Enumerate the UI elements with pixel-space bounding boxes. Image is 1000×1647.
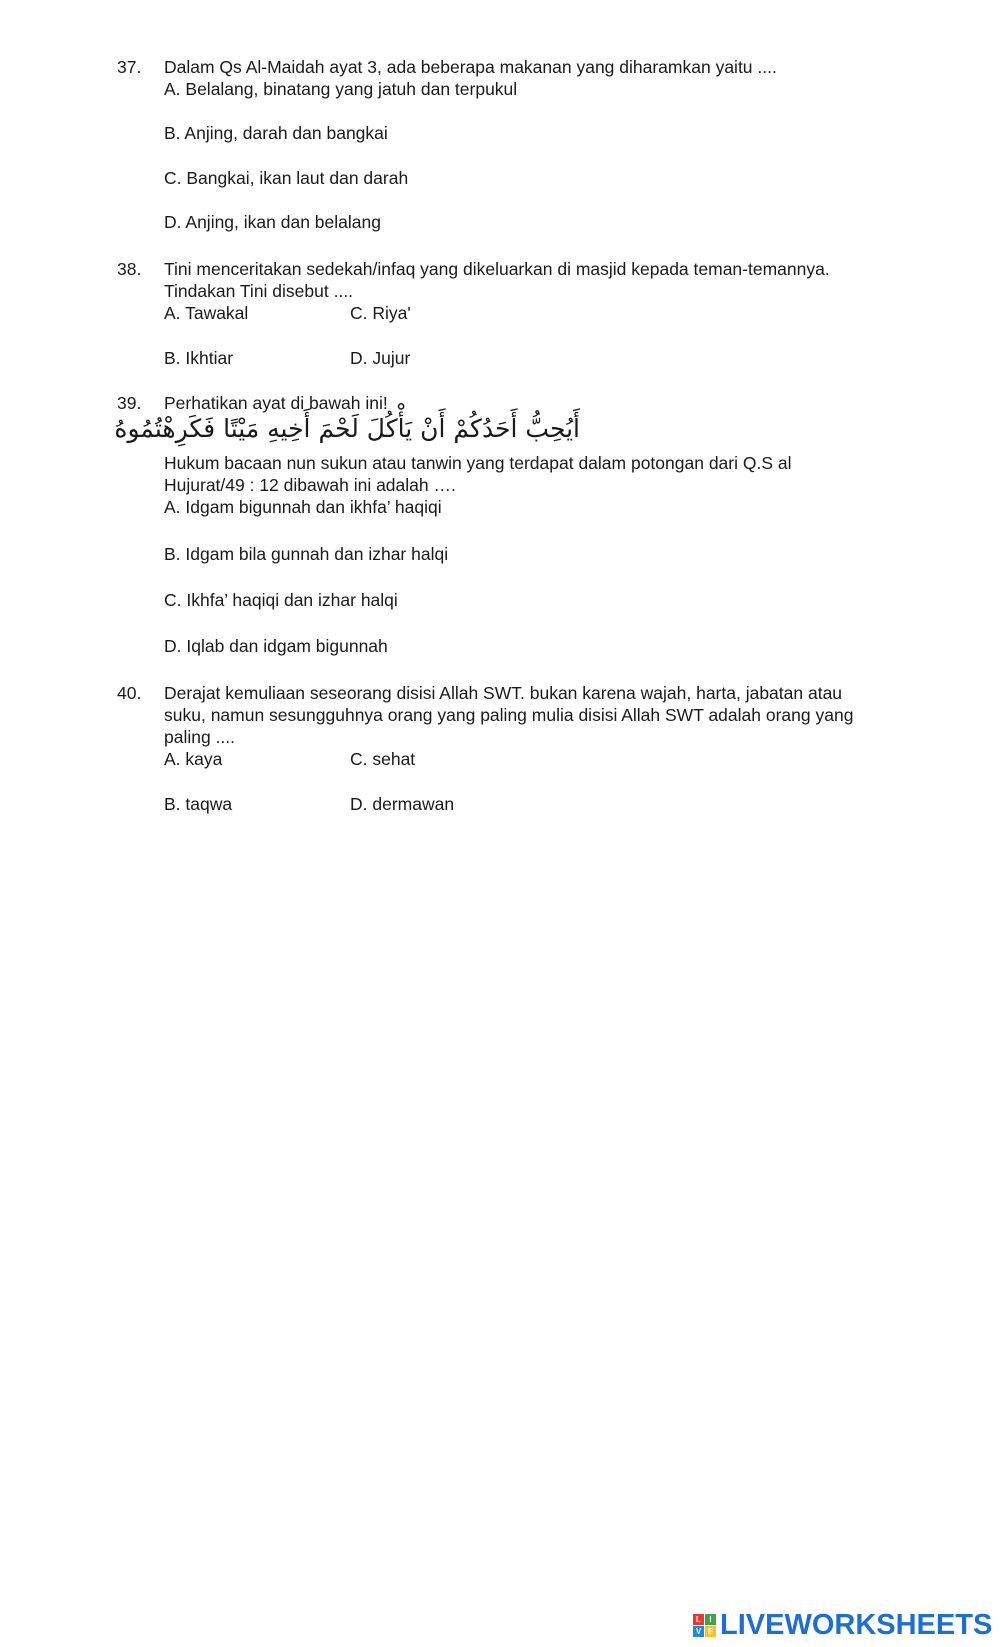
logo-icon [693,1614,716,1637]
option-b[interactable]: B. taqwa [164,794,233,814]
question-text: Tini menceritakan sedekah/infaq yang dikeluarkan di masjid kepada teman-temannya. [164,259,830,279]
logo-letter-i: I [705,1614,716,1625]
question-text: Derajat kemuliaan seseorang disisi Allah SWT. bukan karena wajah, harta, jabatan atau [164,683,843,703]
question-text: suku, namun sesungguhnya orang yang paling mulia disisi Allah SWT adalah orang yang [164,705,854,725]
option-c[interactable]: C. Bangkai, ikan laut dan darah [164,168,409,188]
option-a[interactable]: A. Belalang, binatang yang jatuh dan terpukul [164,79,518,99]
question-text: Perhatikan ayat di bawah ini! [164,393,388,413]
option-b[interactable]: B. Idgam bila gunnah dan izhar halqi [164,544,449,564]
logo-letter-v: V [693,1626,704,1637]
logo-wordmark: LIVEWORKSHEETS [720,1608,993,1641]
option-b[interactable]: B. Anjing, darah dan bangkai [164,123,388,143]
option-a[interactable]: A. Idgam bigunnah dan ikhfa’ haqiqi [164,497,442,517]
option-c[interactable]: C. Riya' [350,303,411,323]
option-c[interactable]: C. Ikhfa’ haqiqi dan izhar halqi [164,590,398,610]
question-text: paling .... [164,727,236,747]
question-text: Dalam Qs Al-Maidah ayat 3, ada beberapa makanan yang diharamkan yaitu .... [164,57,777,77]
logo-letter-l: L [693,1614,704,1625]
liveworksheets-logo[interactable] [693,1608,992,1642]
question-number: 38. [117,259,142,279]
option-b[interactable]: B. Ikhtiar [164,348,234,368]
option-c[interactable]: C. sehat [350,749,416,769]
question-text: Hukum bacaan nun sukun atau tanwin yang terdapat dalam potongan dari Q.S al [164,453,792,473]
question-number: 37. [117,57,142,77]
option-d[interactable]: D. Jujur [350,348,411,368]
question-number: 40. [117,683,142,703]
option-a[interactable]: A. Tawakal [164,303,249,323]
question-number: 39. [117,393,142,413]
option-d[interactable]: D. Iqlab dan idgam bigunnah [164,636,388,656]
arabic-verse: أَيُحِبُّ أَحَدُكُمْ أَنْ يَأْكُلَ لَحْمَ أَخِيهِ مَيْتًا فَكَرِهْتُمُوهُ [114,414,580,443]
logo-letter-e: E [705,1626,716,1637]
option-a[interactable]: A. kaya [164,749,223,769]
question-text: Hujurat/49 : 12 dibawah ini adalah …. [164,475,456,495]
question-text: Tindakan Tini disebut .... [164,281,354,301]
option-d[interactable]: D. Anjing, ikan dan belalang [164,212,381,232]
option-d[interactable]: D. dermawan [350,794,455,814]
